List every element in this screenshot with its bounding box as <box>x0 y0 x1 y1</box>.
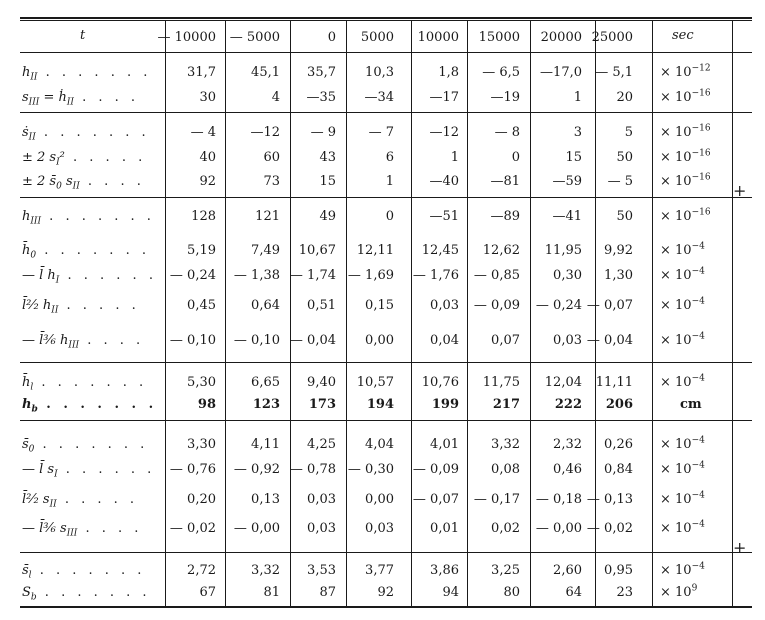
row-label-dots: . . . . . . . <box>35 125 150 140</box>
table-cell: 0,04 <box>430 333 459 348</box>
table-cell: — 0,13 <box>586 492 633 507</box>
row-label <box>22 437 148 453</box>
table-cell: 4,11 <box>251 437 280 452</box>
table-cell: 1,8 <box>438 65 459 80</box>
row-unit-exponent: −4 <box>691 266 705 277</box>
table-cell: — 1,38 <box>233 268 280 283</box>
column-divider <box>732 20 733 606</box>
table-cell: 98 <box>197 397 216 412</box>
row-label-symbol: s <box>22 90 29 105</box>
table-cell: — 0,24 <box>535 298 582 313</box>
table-cell: 10,57 <box>356 375 394 390</box>
group-separator <box>20 362 752 363</box>
row-label-subscript: III <box>68 340 80 351</box>
row-unit <box>660 150 711 166</box>
table-cell: 0,15 <box>365 298 394 313</box>
top-rule <box>20 17 752 19</box>
row-unit-exponent: −16 <box>691 88 711 99</box>
row-unit <box>660 125 711 141</box>
row-label-dots: . . . . . . . <box>36 585 151 600</box>
table-cell: 5 <box>624 125 633 140</box>
table-cell: — 0,02 <box>586 521 633 536</box>
row-unit <box>660 585 697 601</box>
row-unit-text: × 10 <box>660 492 692 507</box>
row-label-dots: . . . . . . . <box>36 243 150 258</box>
row-label-dots: . . . . . . . <box>31 563 146 578</box>
table-cell: 0,46 <box>553 462 582 477</box>
row-label-dots: . . . . . <box>56 492 139 507</box>
table-cell: 222 <box>554 397 582 412</box>
table-cell: 15 <box>565 150 582 165</box>
row-label-subscript: II <box>28 132 36 143</box>
row-unit-exponent: −12 <box>691 63 711 74</box>
row-label <box>22 90 139 106</box>
row-label-subscript: l <box>30 382 34 393</box>
table-cell: —89 <box>490 209 520 224</box>
table-cell: 92 <box>199 174 216 189</box>
table-cell: 0,51 <box>307 298 336 313</box>
table-cell: — 0,18 <box>535 492 582 507</box>
table-cell: 0,00 <box>365 333 394 348</box>
row-label-symbol: — l̄³⁄₆ s <box>22 521 67 536</box>
row-label <box>22 521 142 537</box>
table-cell: 10,3 <box>365 65 394 80</box>
row-label-symbol: h <box>22 209 31 224</box>
table-cell: 0,03 <box>307 521 336 536</box>
table-cell: 0,07 <box>491 333 520 348</box>
row-unit-text: × 10 <box>660 209 692 224</box>
row-unit-text: × 10 <box>660 150 692 165</box>
row-unit <box>660 65 711 81</box>
header-column-label: 10000 <box>417 30 459 45</box>
row-unit-exponent: −4 <box>691 519 705 530</box>
row-unit-exponent: −4 <box>691 490 705 501</box>
row-label-dots: . . . . . . . <box>33 375 148 390</box>
row-label <box>22 150 146 166</box>
row-unit <box>660 209 711 225</box>
row-label-subscript: II <box>30 72 38 83</box>
table-cell: — 8 <box>494 125 520 140</box>
table-cell: 128 <box>191 209 216 224</box>
table-cell: 4 <box>271 90 280 105</box>
table-cell: —19 <box>490 90 520 105</box>
top-rule-thin <box>20 20 752 21</box>
row-label <box>22 462 155 478</box>
row-label-dots: . . . . . . . <box>37 65 152 80</box>
table-cell: — 0,10 <box>233 333 280 348</box>
table-cell: 11,95 <box>544 243 582 258</box>
table-cell: 5,30 <box>187 375 216 390</box>
table-cell: 6 <box>385 150 394 165</box>
table-cell: 0,00 <box>365 492 394 507</box>
header-column-label: — 10000 <box>157 30 216 45</box>
table-cell: 0 <box>511 150 520 165</box>
row-label-symbol: h <box>22 397 32 412</box>
table-cell: — 0,00 <box>535 521 582 536</box>
table-cell: 2,32 <box>553 437 582 452</box>
table-cell: —17 <box>429 90 459 105</box>
table-cell: — 0,04 <box>289 333 336 348</box>
row-label <box>22 397 157 413</box>
row-unit-text: × 10 <box>660 125 692 140</box>
column-divider <box>652 20 653 606</box>
table-cell: 43 <box>319 150 336 165</box>
row-label-dots: . . . . . . <box>57 462 156 477</box>
table-cell: —35 <box>306 90 336 105</box>
table-cell: 3,25 <box>491 563 520 578</box>
table-cell: 1 <box>385 174 394 189</box>
table-cell: 12,04 <box>544 375 582 390</box>
row-label-dots: . . . . . . . <box>37 397 158 412</box>
row-unit-exponent: −16 <box>691 123 711 134</box>
table-cell: 0,03 <box>307 492 336 507</box>
row-label <box>22 375 147 391</box>
row-label-dots: . . . . . . . <box>34 437 149 452</box>
row-label-suffix: ² <box>59 150 65 165</box>
table-cell: 0,64 <box>251 298 280 313</box>
row-unit <box>660 298 705 314</box>
row-label-subscript: III <box>28 97 40 108</box>
table-cell: — 0,09 <box>473 298 520 313</box>
row-label-suffix: = ḣ <box>39 90 67 105</box>
row-label-symbol: l̄²⁄₂ h <box>22 298 52 313</box>
row-label-subscript: 0 <box>30 250 37 261</box>
header-column-label: — 5000 <box>229 30 280 45</box>
header-unit: sec <box>672 28 694 43</box>
table-cell: 173 <box>308 397 336 412</box>
table-cell: — 0,30 <box>347 462 394 477</box>
table-cell: 31,7 <box>187 65 216 80</box>
row-label-symbol: h̄ <box>22 375 31 390</box>
row-label-symbol: ± 2 s <box>22 150 57 165</box>
row-label <box>22 268 157 284</box>
row-label-subscript: III <box>30 216 42 227</box>
table-cell: 0,45 <box>187 298 216 313</box>
table-cell: 7,49 <box>251 243 280 258</box>
row-unit-exponent: −16 <box>691 148 711 159</box>
row-unit <box>660 521 705 537</box>
row-label-dots: . . . . . <box>58 298 140 313</box>
row-label-symbol: — l̄ s <box>22 462 55 477</box>
table-cell: 11,11 <box>595 375 633 390</box>
row-unit <box>660 268 705 284</box>
group-separator <box>20 552 752 553</box>
row-unit-text: × 10 <box>660 268 692 283</box>
table-cell: 0,95 <box>604 563 633 578</box>
table-cell: 40 <box>199 150 216 165</box>
table-cell: 12,45 <box>421 243 459 258</box>
row-label-suffix-subscript: II <box>72 181 80 192</box>
table-cell: 9,92 <box>604 243 633 258</box>
row-unit-exponent: −4 <box>691 373 705 384</box>
table-cell: 94 <box>442 585 459 600</box>
table-cell: — 1,76 <box>412 268 459 283</box>
table-cell: 15 <box>319 174 336 189</box>
table-cell: —12 <box>250 125 280 140</box>
table-cell: — 0,02 <box>169 521 216 536</box>
table-cell: — 0,85 <box>473 268 520 283</box>
table-cell: — 0,24 <box>169 268 216 283</box>
table-cell: — 4 <box>190 125 216 140</box>
row-label <box>22 298 140 314</box>
table-cell: 3 <box>573 125 582 140</box>
table-cell: 3,32 <box>491 437 520 452</box>
row-label-symbol: — l̄ h <box>22 268 56 283</box>
header-column-label: 20000 <box>540 30 582 45</box>
table-cell: 2,60 <box>553 563 582 578</box>
row-unit <box>660 437 705 453</box>
table-cell: 80 <box>503 585 520 600</box>
row-label-symbol: s̄ <box>22 437 29 452</box>
table-cell: 30 <box>199 90 216 105</box>
row-unit-text: × 10 <box>660 90 692 105</box>
row-label <box>22 492 138 508</box>
table-cell: 0,13 <box>251 492 280 507</box>
row-label <box>22 243 150 259</box>
row-label <box>22 333 144 349</box>
header-column-label: 25000 <box>591 30 633 45</box>
row-unit-text: × 10 <box>660 563 692 578</box>
table-cell: 0,01 <box>430 521 459 536</box>
table-cell: 194 <box>366 397 394 412</box>
table-cell: 3,30 <box>187 437 216 452</box>
table-cell: 217 <box>492 397 520 412</box>
row-unit-text: × 10 <box>660 375 692 390</box>
table-cell: — 0,17 <box>473 492 520 507</box>
row-label-symbol: h <box>22 65 31 80</box>
row-label-symbol: — l̄³⁄₆ h <box>22 333 69 348</box>
table-cell: — 0,09 <box>412 462 459 477</box>
table-cell: 0 <box>385 209 394 224</box>
table-cell: 92 <box>377 585 394 600</box>
row-unit <box>660 462 705 478</box>
table-cell: 35,7 <box>307 65 336 80</box>
table-cell: — 9 <box>310 125 336 140</box>
row-unit-text: cm <box>680 397 702 412</box>
row-label <box>22 209 155 225</box>
table-cell: 50 <box>616 209 633 224</box>
table-cell: 64 <box>565 585 582 600</box>
bottom-rule <box>20 606 752 608</box>
table-cell: 206 <box>605 397 633 412</box>
table-cell: —59 <box>552 174 582 189</box>
row-label-suffix: s <box>61 174 73 189</box>
row-unit-text: × 10 <box>660 437 692 452</box>
row-label-dots: . . . . <box>74 90 140 105</box>
table-cell: 0,02 <box>491 521 520 536</box>
table-cell: — 0,78 <box>289 462 336 477</box>
row-label-dots: . . . . <box>79 333 145 348</box>
header-column-label: 15000 <box>478 30 520 45</box>
row-label-subscript: 0 <box>56 181 62 192</box>
row-label-symbol: l̄²⁄₂ s <box>22 492 50 507</box>
row-unit-text: × 10 <box>660 462 692 477</box>
table-cell: — 1,74 <box>289 268 336 283</box>
table-cell: —41 <box>552 209 582 224</box>
table-cell: — 6,5 <box>482 65 520 80</box>
table-cell: — 0,92 <box>233 462 280 477</box>
table-cell: —40 <box>429 174 459 189</box>
table-cell: 11,75 <box>482 375 520 390</box>
row-label-subscript: I <box>56 157 60 168</box>
row-unit-text: × 10 <box>660 521 692 536</box>
row-label-symbol: s̄ <box>22 563 29 578</box>
table-cell: 45,1 <box>251 65 280 80</box>
table-cell: 2,72 <box>187 563 216 578</box>
table-cell: 0,30 <box>553 268 582 283</box>
table-cell: —81 <box>490 174 520 189</box>
table-cell: 123 <box>252 397 280 412</box>
row-label-dots: . . . . . <box>64 150 147 165</box>
table-cell: — 0,00 <box>233 521 280 536</box>
row-unit-text: × 10 <box>660 65 692 80</box>
row-unit-text: × 10 <box>660 298 692 313</box>
row-unit-exponent: −4 <box>691 296 705 307</box>
table-cell: 60 <box>263 150 280 165</box>
row-unit <box>660 333 705 349</box>
row-label <box>22 585 151 601</box>
table-cell: 10,67 <box>298 243 336 258</box>
table-cell: 0,84 <box>604 462 633 477</box>
table-cell: —51 <box>429 209 459 224</box>
row-label-dots: . . . . <box>79 174 145 189</box>
table-cell: — 7 <box>368 125 394 140</box>
table-cell: 199 <box>431 397 459 412</box>
table-cell: — 0,10 <box>169 333 216 348</box>
table-cell: —17,0 <box>540 65 582 80</box>
row-unit-exponent: −4 <box>691 460 705 471</box>
table-cell: —12 <box>429 125 459 140</box>
table-cell: 0,26 <box>604 437 633 452</box>
row-unit-text: × 10 <box>660 174 692 189</box>
table-cell: 23 <box>616 585 633 600</box>
group-separator <box>20 197 752 198</box>
row-label-subscript: I <box>55 275 60 286</box>
row-unit-exponent: −4 <box>691 331 705 342</box>
row-unit-exponent: −4 <box>691 435 705 446</box>
row-unit <box>660 174 711 190</box>
table-cell: — 1,69 <box>347 268 394 283</box>
table-cell: 87 <box>319 585 336 600</box>
row-unit <box>660 243 705 259</box>
table-cell: 12,62 <box>482 243 520 258</box>
header-t: t <box>80 28 86 43</box>
table-cell: 3,86 <box>430 563 459 578</box>
row-label-symbol: h̄ <box>22 243 31 258</box>
row-unit-exponent: −4 <box>691 241 705 252</box>
table-cell: 0,20 <box>187 492 216 507</box>
row-label <box>22 174 145 190</box>
table-cell: — 0,07 <box>412 492 459 507</box>
table-cell: 4,04 <box>365 437 394 452</box>
header-rule <box>20 52 752 53</box>
row-label-dots: . . . . <box>77 521 143 536</box>
table-cell: — 0,76 <box>169 462 216 477</box>
table-cell: 1 <box>450 150 459 165</box>
row-label-subscript: l <box>28 570 32 581</box>
table-cell: —34 <box>364 90 394 105</box>
table-cell: 0,03 <box>365 521 394 536</box>
row-label-suffix-subscript: II <box>66 97 74 108</box>
table-cell: 0,03 <box>553 333 582 348</box>
table-cell: 4,25 <box>307 437 336 452</box>
row-label-subscript: II <box>49 499 57 510</box>
table-cell: 3,53 <box>307 563 336 578</box>
table-cell: 12,11 <box>356 243 394 258</box>
table-cell: 121 <box>255 209 280 224</box>
row-label-symbol: ± 2 s̄ <box>22 174 57 189</box>
table-cell: 0,08 <box>491 462 520 477</box>
table-cell: 50 <box>616 150 633 165</box>
table-cell: — 5,1 <box>595 65 633 80</box>
row-unit <box>660 375 705 391</box>
table-cell: 20 <box>616 90 633 105</box>
table-cell: 49 <box>319 209 336 224</box>
row-label-symbol: ṡ <box>22 125 29 140</box>
row-unit-exponent: −4 <box>691 561 705 572</box>
table-cell: — 5 <box>607 174 633 189</box>
table-cell: 0,03 <box>430 298 459 313</box>
row-label-subscript: b <box>31 404 38 415</box>
header-column-label: 0 <box>327 30 336 45</box>
margin-plus-mark: + <box>733 181 747 200</box>
row-unit-exponent: −16 <box>691 207 711 218</box>
table-cell: 1 <box>573 90 582 105</box>
row-unit-text: × 10 <box>660 333 692 348</box>
table-cell: — 0,07 <box>586 298 633 313</box>
table-cell: 10,76 <box>421 375 459 390</box>
row-label-subscript: 0 <box>28 444 35 455</box>
row-unit-text: × 10 <box>660 585 692 600</box>
group-separator <box>20 112 752 113</box>
margin-plus-mark: + <box>733 538 747 557</box>
row-label-dots: . . . . . . <box>59 268 157 283</box>
table-cell: 3,32 <box>251 563 280 578</box>
row-unit-exponent: 9 <box>691 583 698 594</box>
row-unit <box>680 397 702 413</box>
table-cell: 81 <box>263 585 280 600</box>
table-cell: 1,30 <box>604 268 633 283</box>
row-unit <box>660 90 711 106</box>
table-cell: 73 <box>263 174 280 189</box>
row-label <box>22 125 150 141</box>
row-label-subscript: b <box>30 592 37 603</box>
header-column-label: 5000 <box>360 30 394 45</box>
row-label-dots: . . . . . . . <box>41 209 155 224</box>
table-cell: 3,77 <box>365 563 394 578</box>
table-cell: 5,19 <box>187 243 216 258</box>
row-unit <box>660 492 705 508</box>
table-cell: 6,65 <box>251 375 280 390</box>
row-label <box>22 563 145 579</box>
row-unit-text: × 10 <box>660 243 692 258</box>
group-separator <box>20 420 752 421</box>
row-label-symbol: S <box>22 585 31 600</box>
row-unit-exponent: −16 <box>691 172 711 183</box>
table-cell: 9,40 <box>307 375 336 390</box>
row-label <box>22 65 151 81</box>
row-unit <box>660 563 705 579</box>
row-label-subscript: II <box>51 305 59 316</box>
table-cell: — 0,04 <box>586 333 633 348</box>
table-cell: 4,01 <box>430 437 459 452</box>
table-cell: 67 <box>199 585 216 600</box>
row-label-subscript: I <box>54 469 58 480</box>
row-label-subscript: III <box>66 528 78 539</box>
